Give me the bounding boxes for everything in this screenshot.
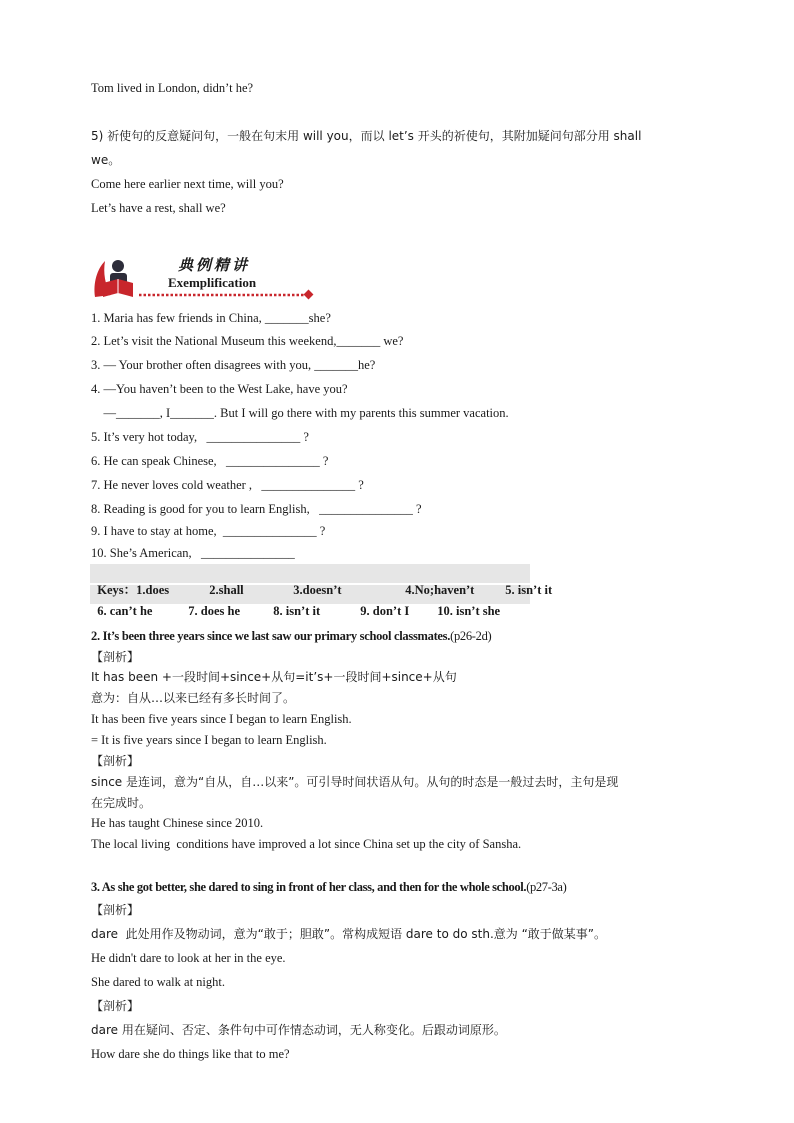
key-6: 6. can’t he [97,604,153,618]
key-2: 2.shall [209,583,244,597]
key-7: 7. does he [188,604,240,618]
analysis-label: 【剖析】 [91,903,140,917]
rule-5-line2: we。 [91,153,121,167]
section-2-example-2: = It is five years since I began to learn English. [91,733,327,747]
exercise-item: —_______, I_______. But I will go there with my parents this summer vacation. [91,406,509,420]
section-2-meaning: 意为：自从…以来已经有多长时间了。 [91,691,296,705]
key-10: 10. isn’t she [437,604,501,618]
section-2-example-3: He has taught Chinese since 2010. [91,816,264,830]
section-3-title: 3. As she got better, she dared to sing in front of her class, and then for the whole school. [91,880,527,894]
exercise-item: 9. I have to stay at home, _______________ ? [91,524,326,538]
banner-title-en: Exemplification [168,275,257,290]
key-1: Keys：1.does [97,583,170,597]
section-2-note-line1: since 是连词，意为“自从，自…以来”。可引导时间状语从句。从句的时态是一般过去时，主句是现 [91,775,619,789]
section-3-heading [91,879,566,895]
exercise-item: 10. She’s American, _______________ [91,546,295,560]
exercise-item: 1. Maria has few friends in China, _______she? [91,311,331,325]
analysis-label: 【剖析】 [91,754,140,768]
exercise-item: 2. Let’s visit the National Museum this weekend,_______ we? [91,334,404,348]
example-lets: Let’s have a rest, shall we? [91,201,226,215]
section-3-example-2: She dared to walk at night. [91,975,225,989]
exercise-item: 8. Reading is good for you to learn English, _______________ ? [91,502,422,516]
example-past: Tom lived in London, didn’t he? [91,81,254,95]
exercise-item: 5. It’s very hot today, _______________ ? [91,430,309,444]
example-imperative: Come here earlier next time, will you? [91,177,284,191]
key-9: 9. don’t I [360,604,410,618]
section-3-note-1: dare 此处用作及物动词，意为“敢于；胆敢”。常构成短语 dare to do sth.意为 “敢于做某事”。 [91,927,607,941]
section-2-note-line2: 在完成时。 [91,796,152,810]
section-3-example-3: How dare she do things like that to me? [91,1047,290,1061]
section-3-note-2: dare 用在疑问、否定、条件句中可作情态动词，无人称变化。后跟动词原形。 [91,1023,506,1037]
analysis-label: 【剖析】 [91,650,140,664]
section-2-pattern: It has been +一段时间+since+从句=it’s+一段时间+since+从句 [91,670,457,684]
exercise-item: 7. He never loves cold weather , _______________ ? [91,478,364,492]
key-4: 4.No;haven’t [405,583,475,597]
section-2-heading [91,628,491,644]
exercise-item: 6. He can speak Chinese, _______________ ? [91,454,329,468]
section-2-title: 2. It’s been three years since we last saw our primary school classmates. [91,629,451,643]
banner-title-cn: 典例精讲 [178,256,251,274]
exercise-item: 4. —You haven’t been to the West Lake, have you? [91,382,348,396]
key-3: 3.doesn’t [293,583,342,597]
key-5: 5. isn’t it [505,583,553,597]
section-2-example-1: It has been five years since I began to learn English. [91,712,352,726]
keys-row-2 [91,587,500,619]
exercise-item: 3. — Your brother often disagrees with you, _______he? [91,358,376,372]
analysis-label: 【剖析】 [91,999,140,1013]
key-8: 8. isn’t it [273,604,321,618]
section-3-example-1: He didn't dare to look at her in the eye. [91,951,286,965]
section-2-example-4: The local living conditions have improved a lot since China set up the city of Sansha. [91,837,522,851]
section-2-source: (p26-2d) [450,629,492,643]
section-3-source: (p27-3a) [526,880,567,894]
rule-5-line1: 5) 祈使句的反意疑问句，一般在句末用 will you，而以 let’s 开头的祈使句，其附加疑问句部分用 shall [91,129,642,143]
